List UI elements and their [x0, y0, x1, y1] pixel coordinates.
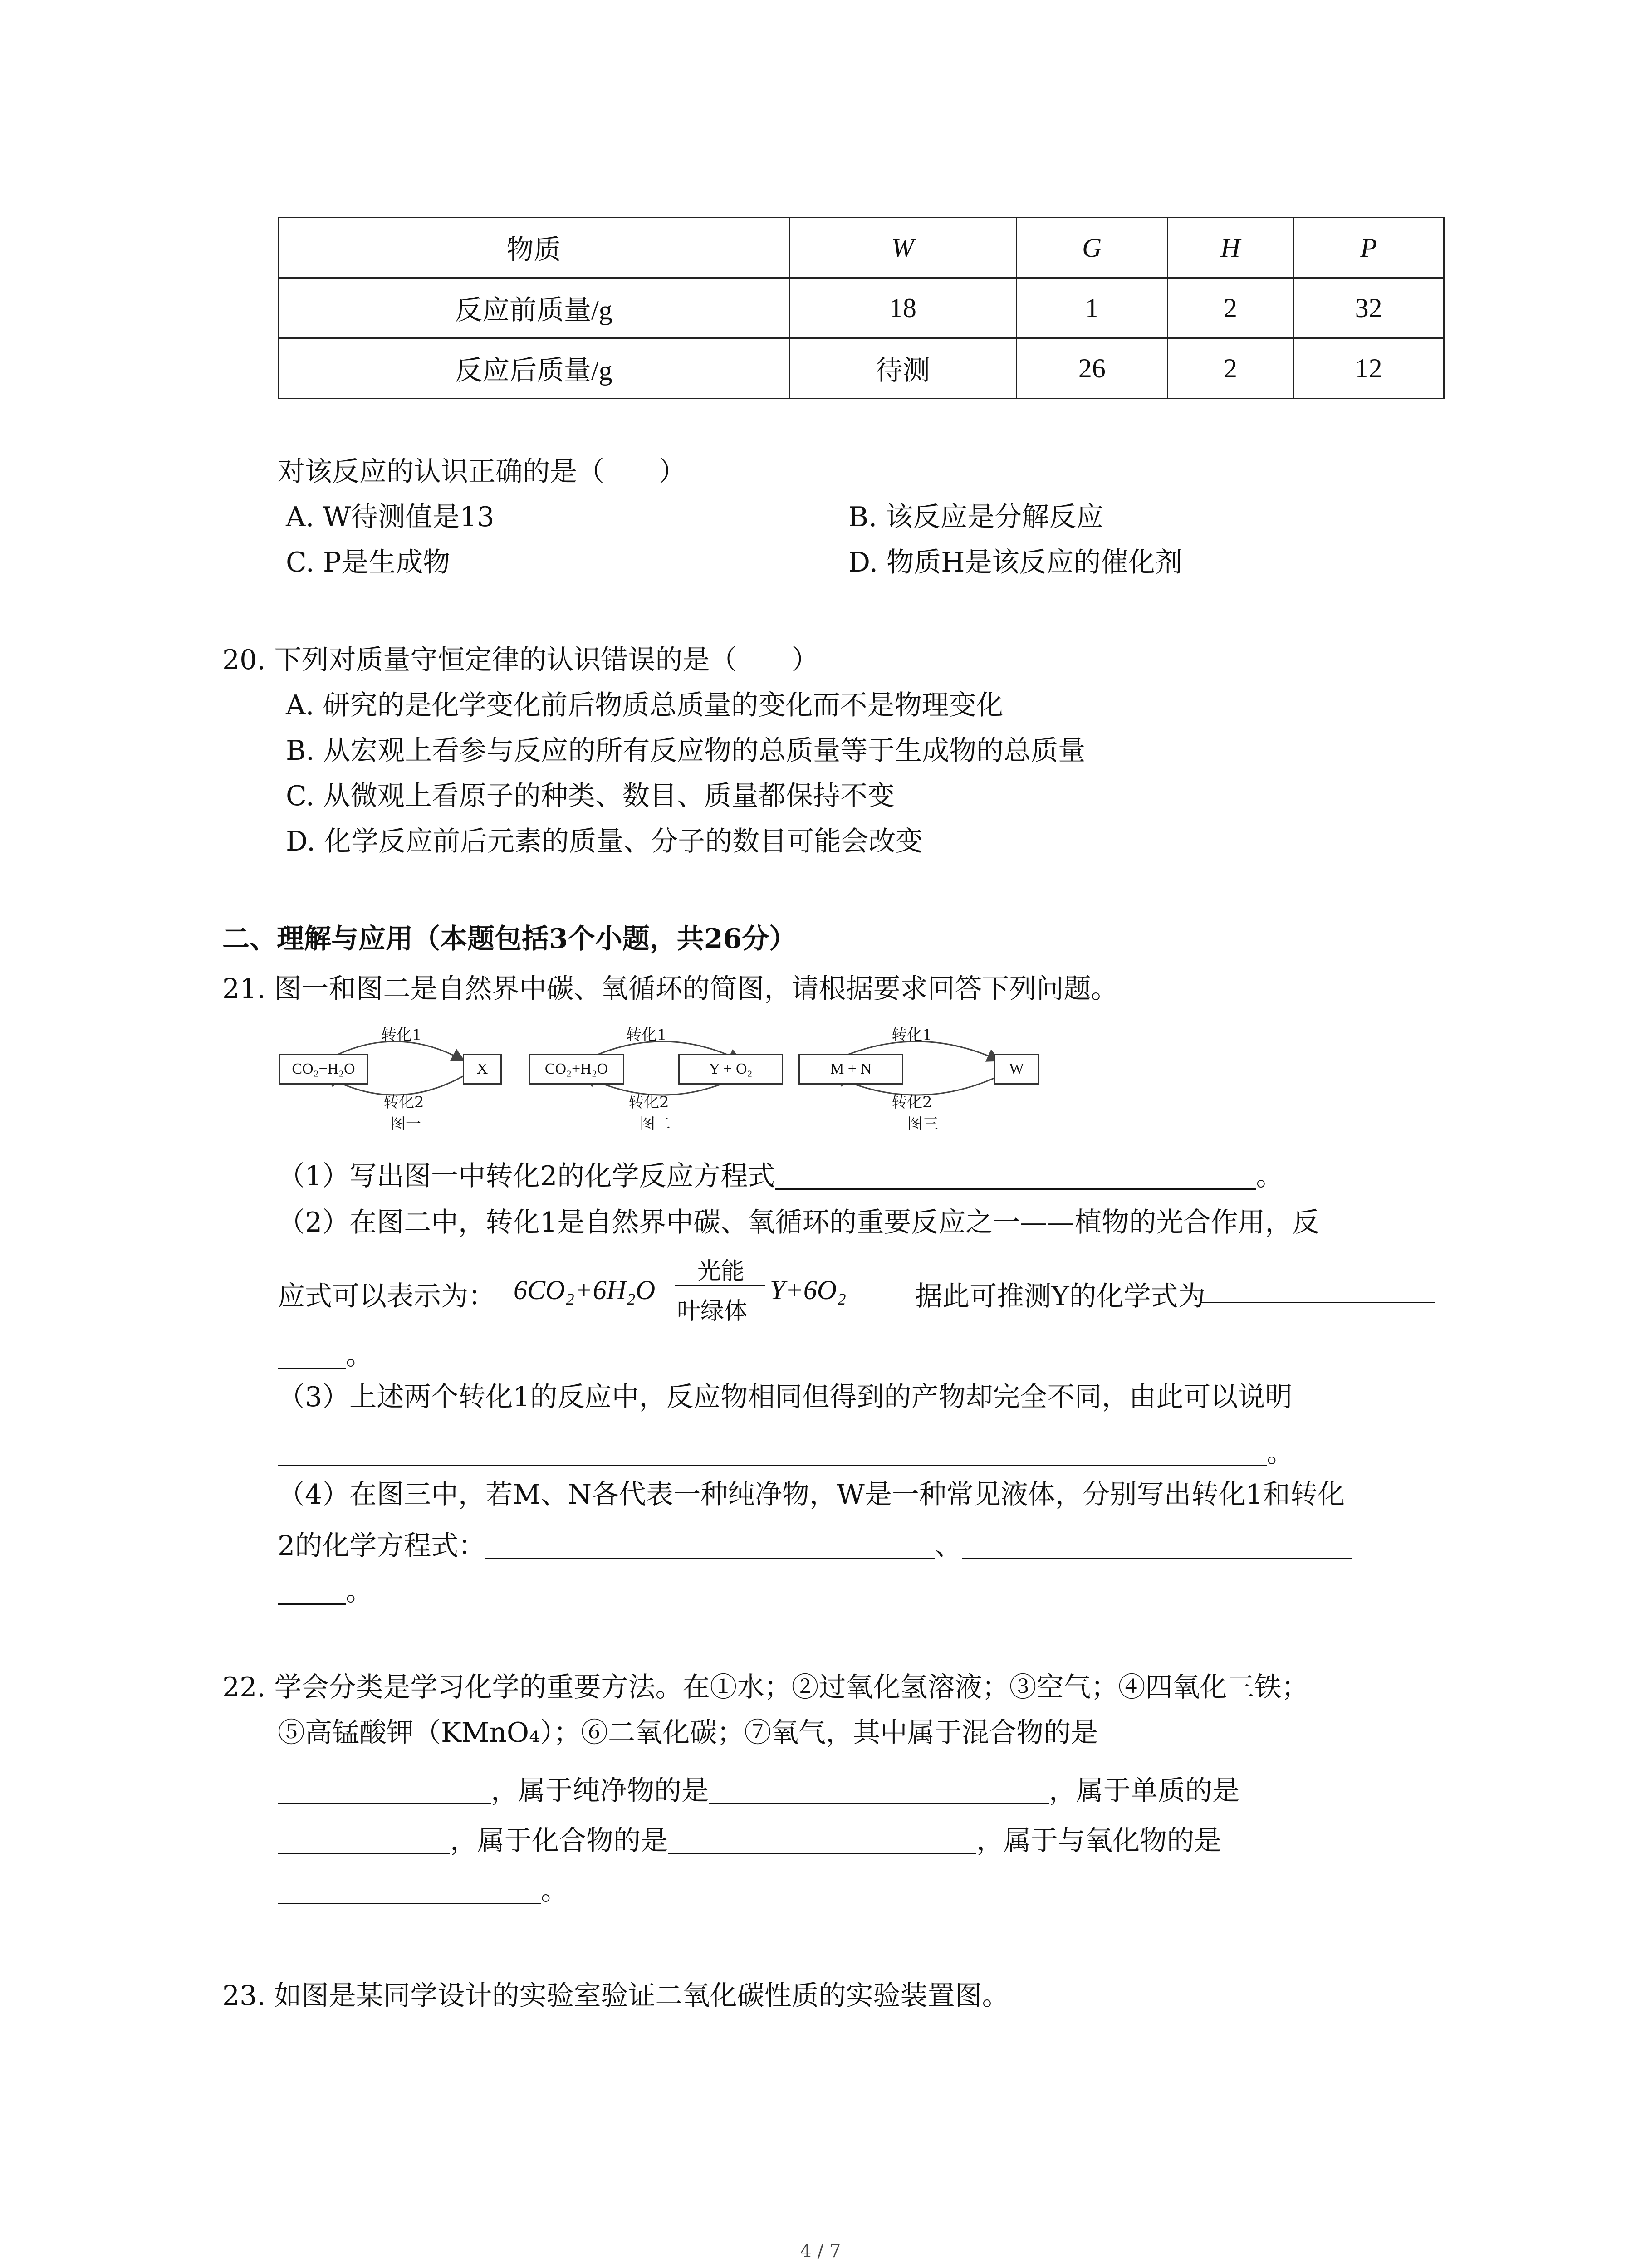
q21-part2-answer-blank[interactable] — [1200, 1275, 1435, 1303]
table-row — [279, 338, 1444, 399]
q22-end: 。 — [541, 1875, 568, 1906]
q21-part3: （3）上述两个转化1的反应中，反应物相同但得到的产物却完全不同，由此可以说明 — [278, 1381, 1293, 1413]
q22-line2: ⑤高锰酸钾（KMnO₄）；⑥二氧化碳；⑦氧气，其中属于混合物的是 — [278, 1717, 1098, 1749]
q21-part1-answer-blank[interactable] — [775, 1161, 1256, 1190]
table-header-cell: P — [1293, 218, 1444, 278]
fig3-right-box: W — [994, 1054, 1039, 1085]
q21-part4-separator: 、 — [935, 1530, 962, 1562]
q22-line4-a: ，属于化合物的是 — [450, 1825, 668, 1857]
q22-line3-b: ，属于单质的是 — [1049, 1775, 1239, 1807]
q21-part4-answer-blank-1[interactable] — [485, 1531, 935, 1559]
table-header-row — [279, 218, 1444, 278]
section-title: 二、理解与应用（本题包括3个小题，共26分） — [222, 923, 797, 955]
q21-part3-answer-blank[interactable] — [278, 1438, 1267, 1466]
q21-part4-prefix: 2的化学方程式： — [278, 1530, 486, 1562]
q19-option-d: D. 物质H是该反应的催化剂 — [848, 547, 1183, 578]
q21-part2-tail — [278, 1340, 373, 1369]
q20-option-b: B. 从宏观上看参与反应的所有反应物的总质量等于生成物的总质量 — [286, 735, 1086, 767]
fig3-left-box: M + N — [798, 1054, 903, 1085]
fig1-left-box: CO₂+H₂O — [279, 1054, 368, 1085]
q21-part1-end: 。 — [1256, 1160, 1283, 1192]
q19-option-c: C. P是生成物 — [286, 547, 451, 578]
q21-part2-question: 据此可推测Y的化学式为 — [915, 1281, 1205, 1312]
table-cell: 26 — [1017, 338, 1168, 399]
q22-line5 — [278, 1876, 568, 1904]
page-number: 4 / 7 — [800, 2241, 841, 2262]
q21-part1-text: （1）写出图一中转化2的化学反应方程式 — [278, 1160, 775, 1192]
fig2-left-box: CO₂+H₂O — [529, 1054, 624, 1085]
q19-stem: 对该反应的认识正确的是（ ） — [278, 456, 686, 488]
q21-part4-answer-blank-cont[interactable] — [278, 1576, 346, 1605]
q22-oxide-blank[interactable] — [278, 1876, 541, 1904]
fig2-bottom-label: 转化2 — [628, 1093, 669, 1111]
q22-line4 — [278, 1825, 1221, 1857]
fig1-caption: 图一 — [390, 1115, 421, 1133]
mass-table — [278, 217, 1445, 399]
q21-part2-end: 。 — [346, 1339, 373, 1371]
q22-element-blank[interactable] — [278, 1826, 450, 1854]
q22-line3-a: ，属于纯净物的是 — [491, 1775, 709, 1807]
fig2-right-box: Y + O₂ — [678, 1054, 783, 1085]
q21-part4-tail — [278, 1576, 373, 1605]
equation-products: Y+6O₂ — [770, 1275, 847, 1305]
q20-option-c: C. 从微观上看原子的种类、数目、质量都保持不变 — [286, 780, 895, 812]
q19-option-b: B. 该反应是分解反应 — [848, 501, 1104, 533]
fig2-top-label: 转化1 — [626, 1026, 667, 1044]
table-cell: 12 — [1293, 338, 1444, 399]
table-header-cell: W — [789, 218, 1016, 278]
q19-option-a: A. W待测值是13 — [286, 501, 495, 533]
q21-part4-end: 。 — [346, 1575, 373, 1607]
q21-part4-line2 — [278, 1530, 1352, 1562]
q21-part3-answer — [278, 1437, 1294, 1469]
q23-stem: 23. 如图是某同学设计的实验室验证二氧化碳性质的实验装置图。 — [222, 1980, 1009, 2012]
table-cell: 1 — [1017, 278, 1168, 338]
q21-part1 — [278, 1161, 1283, 1190]
table-header-cell: H — [1167, 218, 1293, 278]
q20-stem: 20. 下列对质量守恒定律的认识错误的是（ ） — [222, 644, 819, 676]
equation-condition-bottom: 叶绿体 — [677, 1298, 748, 1325]
q21-part4-answer-blank-2[interactable] — [962, 1531, 1352, 1559]
q21-part3-end: 。 — [1267, 1437, 1294, 1469]
table-cell: 2 — [1167, 278, 1293, 338]
table-cell: 待测 — [789, 338, 1016, 399]
table-cell: 18 — [789, 278, 1016, 338]
q21-part4-line1: （4）在图三中，若M、N各代表一种纯净物，W是一种常见液体，分别写出转化1和转化 — [278, 1479, 1345, 1510]
q22-mixture-blank[interactable] — [278, 1776, 491, 1804]
q21-stem: 21. 图一和图二是自然界中碳、氧循环的简图，请根据要求回答下列问题。 — [222, 973, 1118, 1005]
fig1-bottom-label: 转化2 — [383, 1093, 424, 1111]
q22-line4-b: ，属于与氧化物的是 — [976, 1825, 1221, 1857]
table-header-cell: 物质 — [279, 218, 789, 278]
table-header-cell: G — [1017, 218, 1168, 278]
q22-pure-substance-blank[interactable] — [709, 1776, 1049, 1804]
q21-part2-answer-blank-cont[interactable] — [278, 1340, 346, 1369]
equation-reactants: 6CO₂+6H₂O — [514, 1275, 656, 1305]
table-cell: 反应后质量/g — [279, 338, 789, 399]
fig3-caption: 图三 — [907, 1115, 938, 1133]
q22-line1: 22. 学会分类是学习化学的重要方法。在①水；②过氧化氢溶液；③空气；④四氧化三铁； — [222, 1672, 1309, 1703]
fig3-top-label: 转化1 — [892, 1026, 932, 1044]
equation-arrow — [675, 1285, 765, 1286]
table-cell: 2 — [1167, 338, 1293, 399]
fig3-bottom-label: 转化2 — [892, 1093, 932, 1111]
q21-part2-line1: （2）在图二中，转化1是自然界中碳、氧循环的重要反应之一——植物的光合作用，反 — [278, 1207, 1320, 1238]
table-row — [279, 278, 1444, 338]
q22-compound-blank[interactable] — [668, 1826, 976, 1854]
q21-part2-prefix: 应式可以表示为： — [278, 1281, 495, 1312]
fig2-caption: 图二 — [640, 1115, 671, 1133]
table-cell: 32 — [1293, 278, 1444, 338]
q22-line3 — [278, 1775, 1239, 1807]
table-cell: 反应前质量/g — [279, 278, 789, 338]
fig1-right-box: X — [463, 1054, 502, 1085]
q20-option-d: D. 化学反应前后元素的质量、分子的数目可能会改变 — [286, 826, 923, 857]
fig1-top-label: 转化1 — [381, 1026, 422, 1044]
q20-option-a: A. 研究的是化学变化前后物质总质量的变化而不是物理变化 — [286, 689, 1004, 721]
equation-condition-top: 光能 — [697, 1258, 745, 1285]
carbon-oxygen-cycle-diagram — [272, 1027, 1043, 1132]
